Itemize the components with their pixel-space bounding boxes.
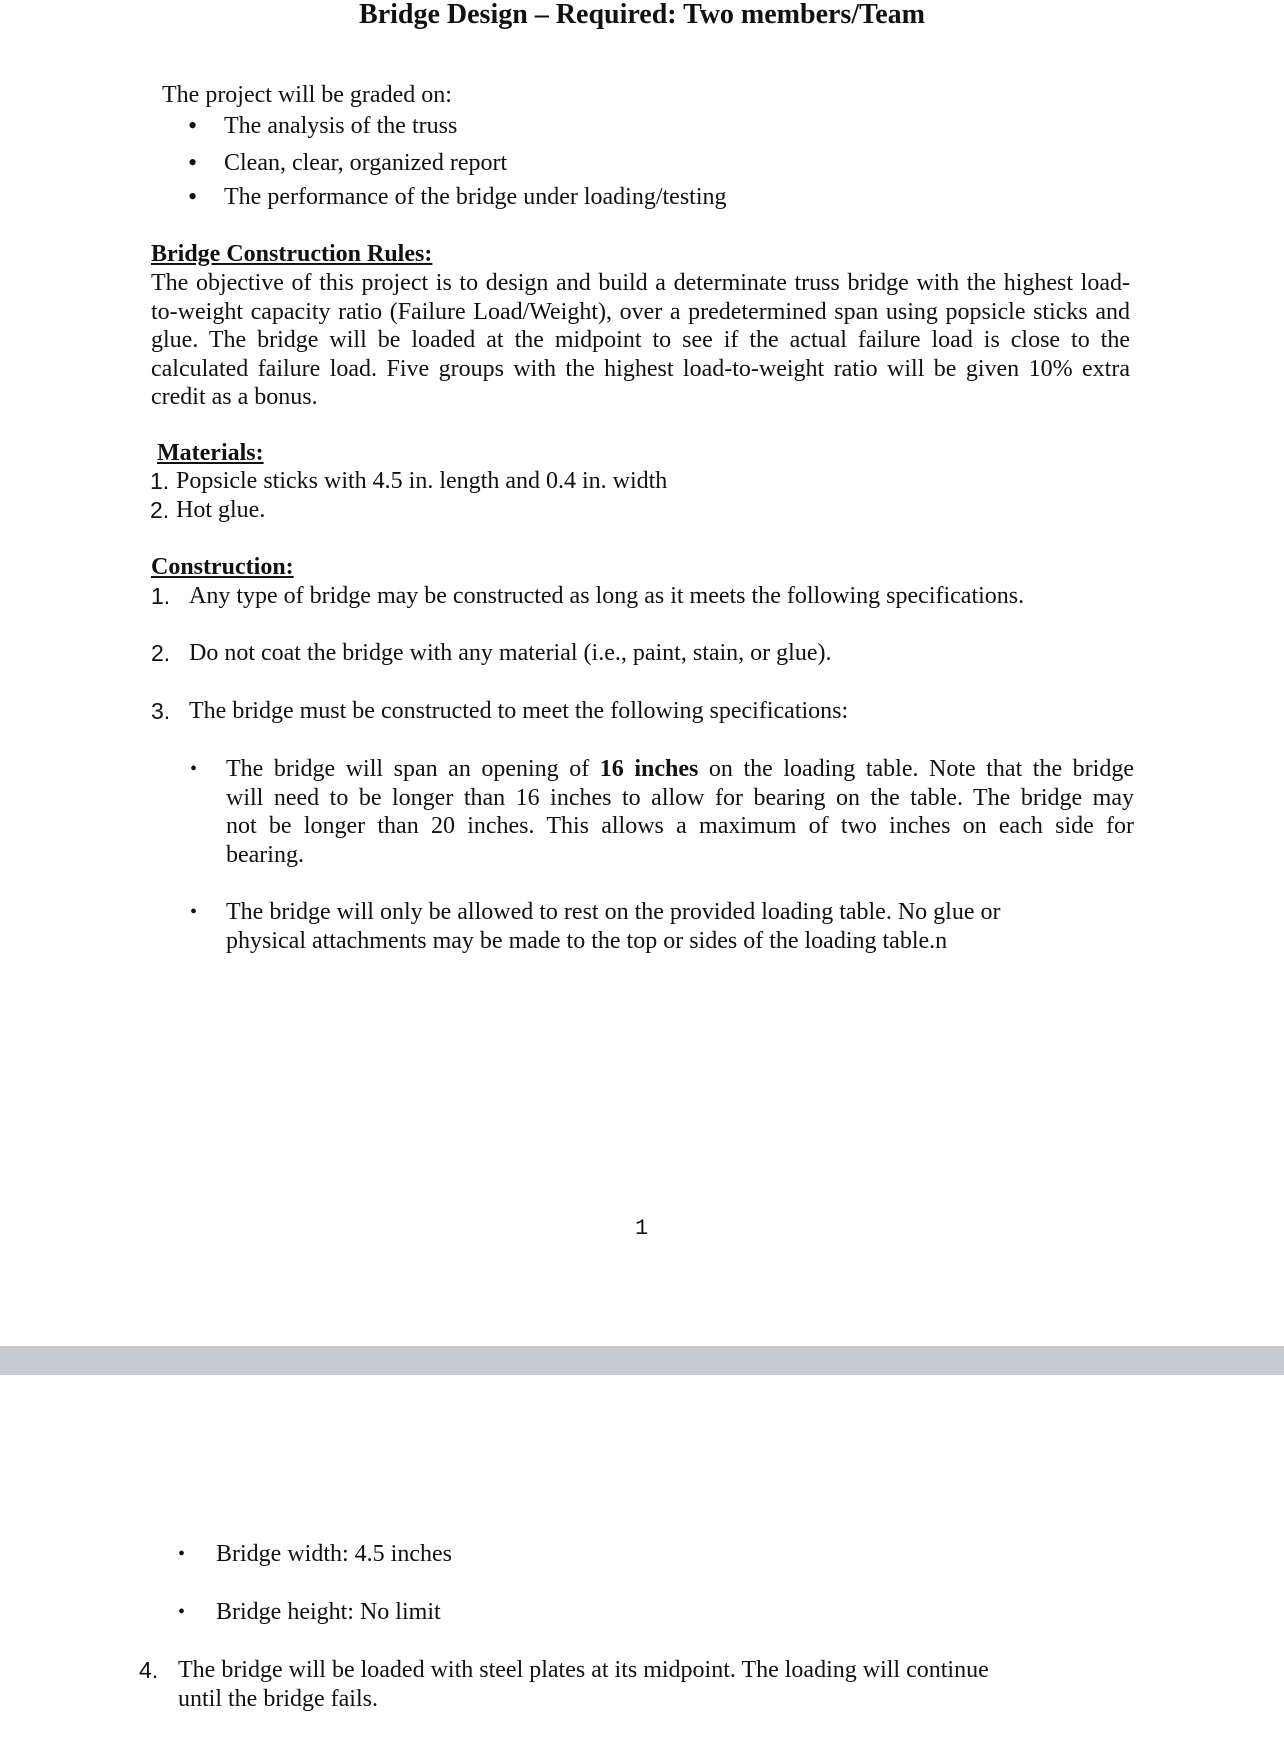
construction-item: Do not coat the bridge with any material (i.e., paint, stain, or glue). <box>189 640 832 666</box>
materials-number: 1. <box>150 468 170 494</box>
bullet-dot: • <box>178 1601 186 1623</box>
rules-line: calculated failure load. Five groups with the highest load-to-weight ratio will be given 10% extra <box>151 355 1130 382</box>
spec-line: not be longer than 20 inches. This allows a maximum of two inches on each side for <box>226 813 1134 839</box>
construction-item: until the bridge fails. <box>178 1686 378 1712</box>
rules-heading: Bridge Construction Rules: <box>151 241 433 267</box>
construction-item: The bridge will be loaded with steel plates at its midpoint. The loading will continue <box>178 1657 989 1683</box>
page-number: 1 <box>635 1216 649 1241</box>
bullet-dot: • <box>190 901 198 923</box>
construction-number: 1. <box>151 583 171 609</box>
materials-number: 2. <box>150 497 170 523</box>
spec-text: The bridge will span an opening of <box>226 756 600 782</box>
page-title: Bridge Design – Required: Two members/Team <box>359 0 925 30</box>
bullet-dot: • <box>188 111 198 140</box>
grading-item: Clean, clear, organized report <box>224 150 508 176</box>
construction-number: 3. <box>151 698 171 724</box>
spec-bullet: Bridge width: 4.5 inches <box>216 1541 452 1567</box>
rules-line: to-weight capacity ratio (Failure Load/Weight), over a predetermined span using popsicle sticks and <box>151 298 1130 325</box>
materials-item: Popsicle sticks with 4.5 in. length and 0.4 in. width <box>176 468 668 494</box>
spec-bold-text: 16 inches <box>599 756 699 782</box>
grading-intro: The project will be graded on: <box>162 82 452 108</box>
rules-line: The objective of this project is to design and build a determinate truss bridge with the highest load- <box>151 270 1130 296</box>
materials-heading: Materials: <box>157 440 264 466</box>
bullet-dot: • <box>190 758 198 780</box>
spec-span-paragraph <box>226 755 1134 869</box>
spec-bullet: Bridge height: No limit <box>216 1599 441 1625</box>
bullet-dot: • <box>188 182 198 211</box>
construction-item: The bridge must be constructed to meet the following specifications: <box>189 698 849 724</box>
bullet-dot: • <box>178 1543 186 1565</box>
spec-line: The bridge will only be allowed to rest on the provided loading table. No glue or <box>226 899 1001 925</box>
spec-text: on the loading table. Note that the bridge <box>698 756 1134 782</box>
construction-number: 4. <box>139 1657 159 1683</box>
rules-line: glue. The bridge will be loaded at the midpoint to see if the actual failure load is close to the <box>151 327 1130 353</box>
page-separator <box>0 1346 1284 1375</box>
rules-line: credit as a bonus. <box>151 384 318 410</box>
construction-number: 2. <box>151 640 171 666</box>
construction-heading: Construction: <box>151 554 294 580</box>
bullet-dot: • <box>188 148 198 177</box>
spec-line: physical attachments may be made to the top or sides of the loading table.n <box>226 928 948 954</box>
spec-line: bearing. <box>226 841 304 868</box>
grading-item: The analysis of the truss <box>224 113 458 139</box>
grading-item: The performance of the bridge under loading/testing <box>224 184 727 210</box>
spec-line: will need to be longer than 16 inches to allow for bearing on the table. The bridge may <box>226 784 1134 811</box>
spec-line <box>226 755 1134 784</box>
materials-item: Hot glue. <box>176 497 266 523</box>
rules-paragraph <box>151 269 1130 412</box>
construction-item: Any type of bridge may be constructed as long as it meets the following specifications. <box>189 583 1025 609</box>
